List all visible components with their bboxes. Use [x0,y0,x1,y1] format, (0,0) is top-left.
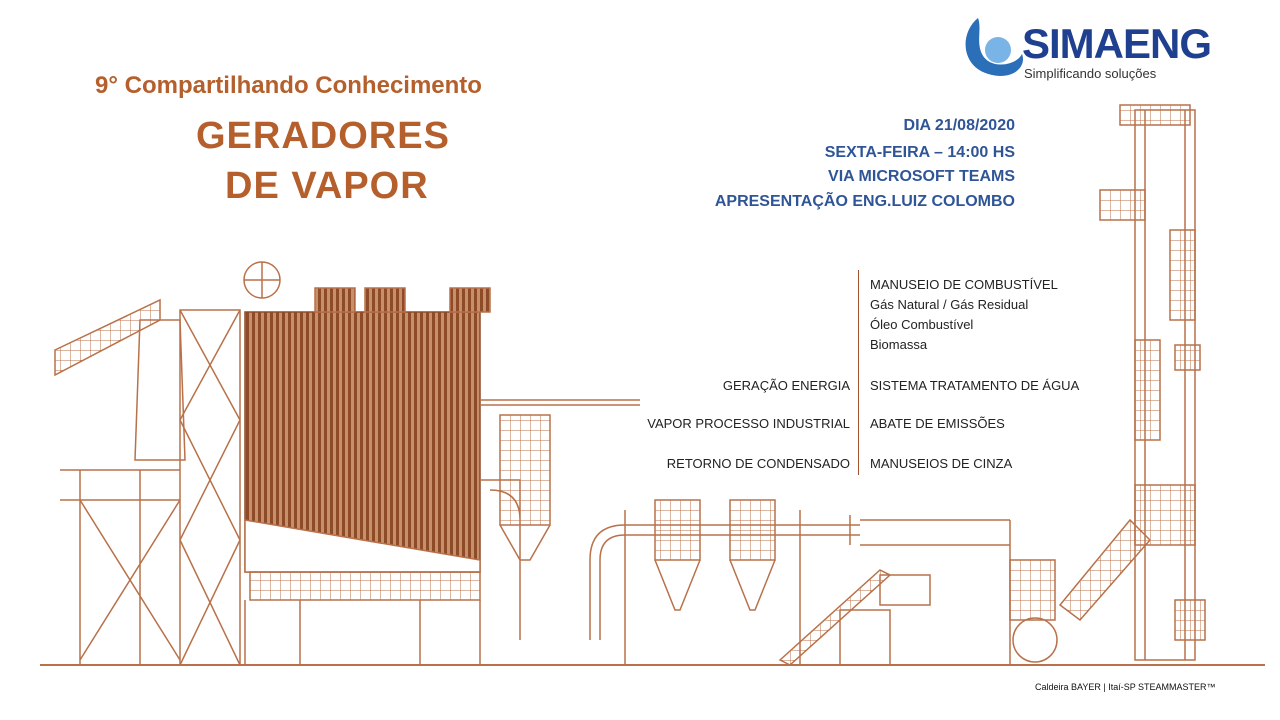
fuel-item: Biomassa [870,337,928,352]
column-divider [858,270,859,475]
system-water: SISTEMA TRATAMENTO DE ÁGUA [870,378,1080,393]
event-day-time: SEXTA-FEIRA – 14:00 HS [824,144,1015,161]
fuel-item: Óleo Combustível [870,317,974,332]
event-series-subtitle: 9° Compartilhando Conhecimento [95,72,482,99]
system-emissions: ABATE DE EMISSÕES [870,416,1005,431]
system-ash: MANUSEIOS DE CINZA [870,456,1013,471]
application-item: RETORNO DE CONDENSADO [666,456,850,471]
fuel-list [870,275,1058,355]
event-platform: VIA MICROSOFT TEAMS [828,168,1015,185]
application-item: GERAÇÃO ENERGIA [722,378,850,393]
event-date: DIA 21/08/2020 [903,117,1015,134]
logo-tagline: Simplificando soluções [1024,66,1157,81]
logo-wordmark: SIMAENG [1022,20,1212,67]
application-item: VAPOR PROCESSO INDUSTRIAL [647,416,850,431]
title-line-1: GERADORES [196,115,450,157]
image-caption: Caldeira BAYER | Itaí-SP STEAMMASTER™ [1035,682,1216,692]
title-line-2: DE VAPOR [225,165,429,207]
fuel-title: MANUSEIO DE COMBUSTÍVEL [870,277,1058,292]
fuel-item: Gás Natural / Gás Residual [870,297,1029,312]
event-presenter: APRESENTAÇÃO ENG.LUIZ COLOMBO [714,193,1015,210]
